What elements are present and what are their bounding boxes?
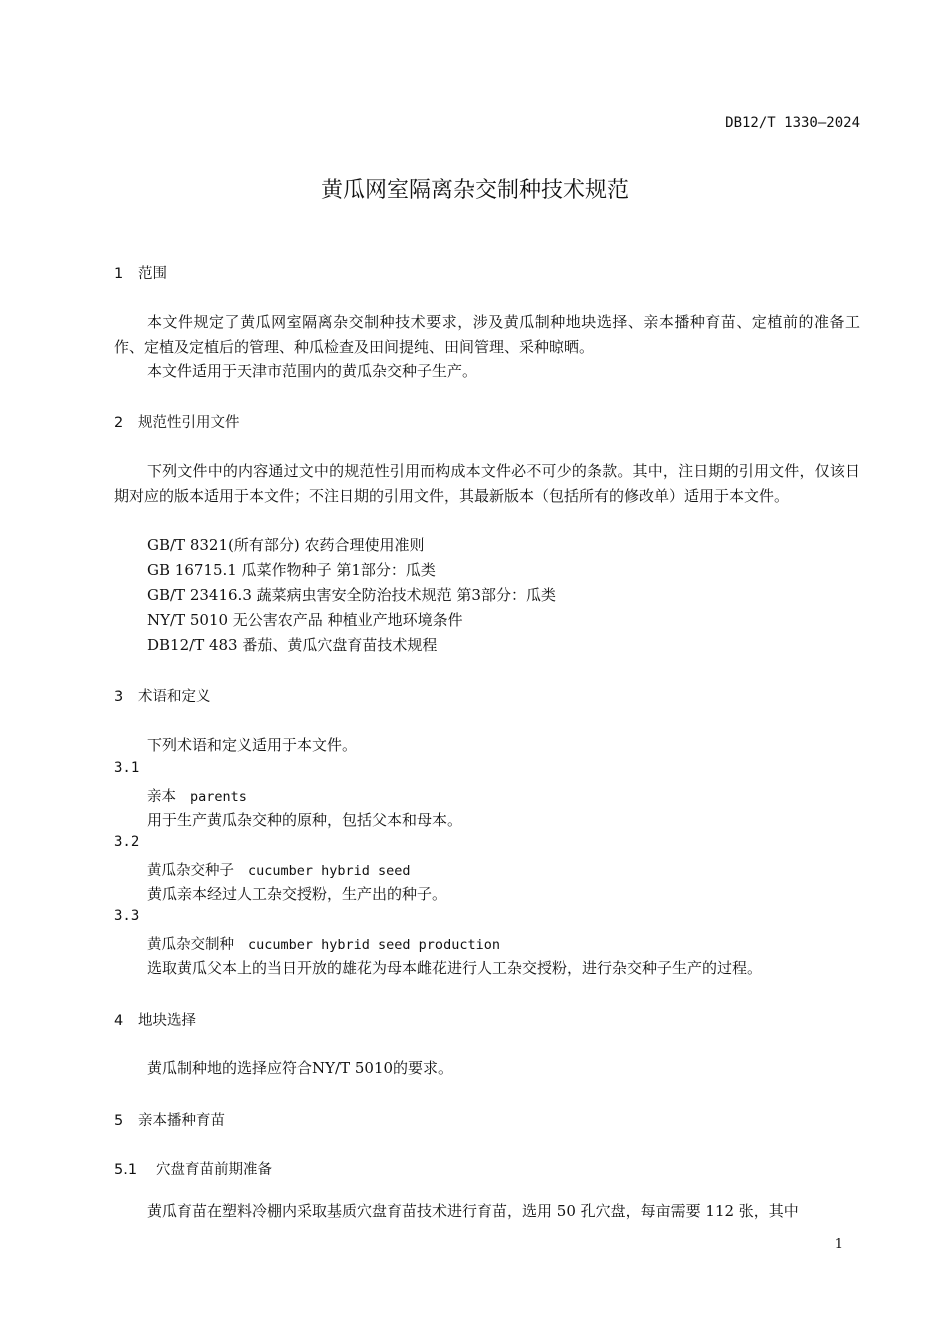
term-number: 3.1 — [114, 760, 140, 776]
section-title: 地块选择 — [138, 1013, 196, 1029]
term-name-en: cucumber hybrid seed production — [248, 937, 500, 953]
section-1-paragraph-2: 本文件适用于天津市范围内的黄瓜杂交种子生产。 — [147, 362, 478, 380]
term-definition: 黄瓜亲本经过人工杂交授粉，生产出的种子。 — [147, 885, 448, 903]
section-1-heading — [114, 262, 167, 283]
term-definition: 用于生产黄瓜杂交种的原种，包括父本和母本。 — [147, 811, 463, 829]
page-number: 1 — [834, 1237, 843, 1252]
section-4-heading — [114, 1009, 196, 1030]
reference-item: DB12/T 483 番茄、黄瓜穴盘育苗技术规程 — [147, 636, 438, 654]
section-number: 1 — [114, 266, 124, 282]
term-name-zh: 亲本 — [147, 789, 176, 805]
document-number: DB12/T 1330—2024 — [725, 115, 860, 131]
section-3-intro: 下列术语和定义适用于本文件。 — [147, 736, 358, 754]
subsection-5-1-heading — [114, 1158, 272, 1179]
term-name-zh: 黄瓜杂交种子 — [147, 863, 234, 879]
section-title: 术语和定义 — [138, 689, 211, 705]
term-name — [147, 933, 500, 954]
term-number: 3.2 — [114, 834, 140, 850]
section-5-heading — [114, 1109, 225, 1130]
reference-item: GB/T 8321(所有部分) 农药合理使用准则 — [147, 536, 425, 554]
term-name — [147, 785, 247, 806]
section-number: 2 — [114, 415, 124, 431]
term-name-zh: 黄瓜杂交制种 — [147, 937, 234, 953]
term-number: 3.3 — [114, 908, 140, 924]
term-name-en: cucumber hybrid seed — [248, 863, 411, 879]
section-number: 4 — [114, 1013, 124, 1029]
term-name-en: parents — [190, 789, 247, 805]
section-2-paragraph-1: 下列文件中的内容通过文中的规范性引用而构成本文件必不可少的条款。其中，注日期的引用文件，仅该日期对应的版本适用于本文件；不注日期的引用文件，其最新版本（包括所有的修改单）适用于本文件。 — [114, 462, 860, 505]
term-name — [147, 859, 411, 880]
document-title: 黄瓜网室隔离杂交制种技术规范 — [320, 178, 629, 203]
subsection-5-1-paragraph-1: 黄瓜育苗在塑料冷棚内采取基质穴盘育苗技术进行育苗，选用 50 孔穴盘，每亩需要 112 张，其中 — [147, 1202, 799, 1220]
section-title: 规范性引用文件 — [138, 415, 240, 431]
section-4-paragraph-1: 黄瓜制种地的选择应符合NY/T 5010的要求。 — [147, 1059, 454, 1077]
reference-item: NY/T 5010 无公害农产品 种植业产地环境条件 — [147, 611, 463, 629]
term-definition: 选取黄瓜父本上的当日开放的雄花为母本雌花进行人工杂交授粉，进行杂交种子生产的过程。 — [147, 959, 763, 977]
section-1-paragraph-1: 本文件规定了黄瓜网室隔离杂交制种技术要求，涉及黄瓜制种地块选择、亲本播种育苗、定植前的准备工作、定植及定植后的管理、种瓜检查及田间提纯、田间管理、采种晾晒。 — [114, 313, 860, 356]
reference-item: GB/T 23416.3 蔬菜病虫害安全防治技术规范 第3部分：瓜类 — [147, 586, 556, 604]
section-number: 5 — [114, 1113, 124, 1129]
section-title: 亲本播种育苗 — [138, 1113, 225, 1129]
section-number: 3 — [114, 689, 124, 705]
section-3-heading — [114, 685, 211, 706]
section-2-heading — [114, 411, 240, 432]
reference-item: GB 16715.1 瓜菜作物种子 第1部分：瓜类 — [147, 561, 436, 579]
subsection-title: 穴盘育苗前期准备 — [156, 1162, 272, 1178]
subsection-number: 5.1 — [114, 1162, 138, 1178]
section-title: 范围 — [138, 266, 167, 282]
